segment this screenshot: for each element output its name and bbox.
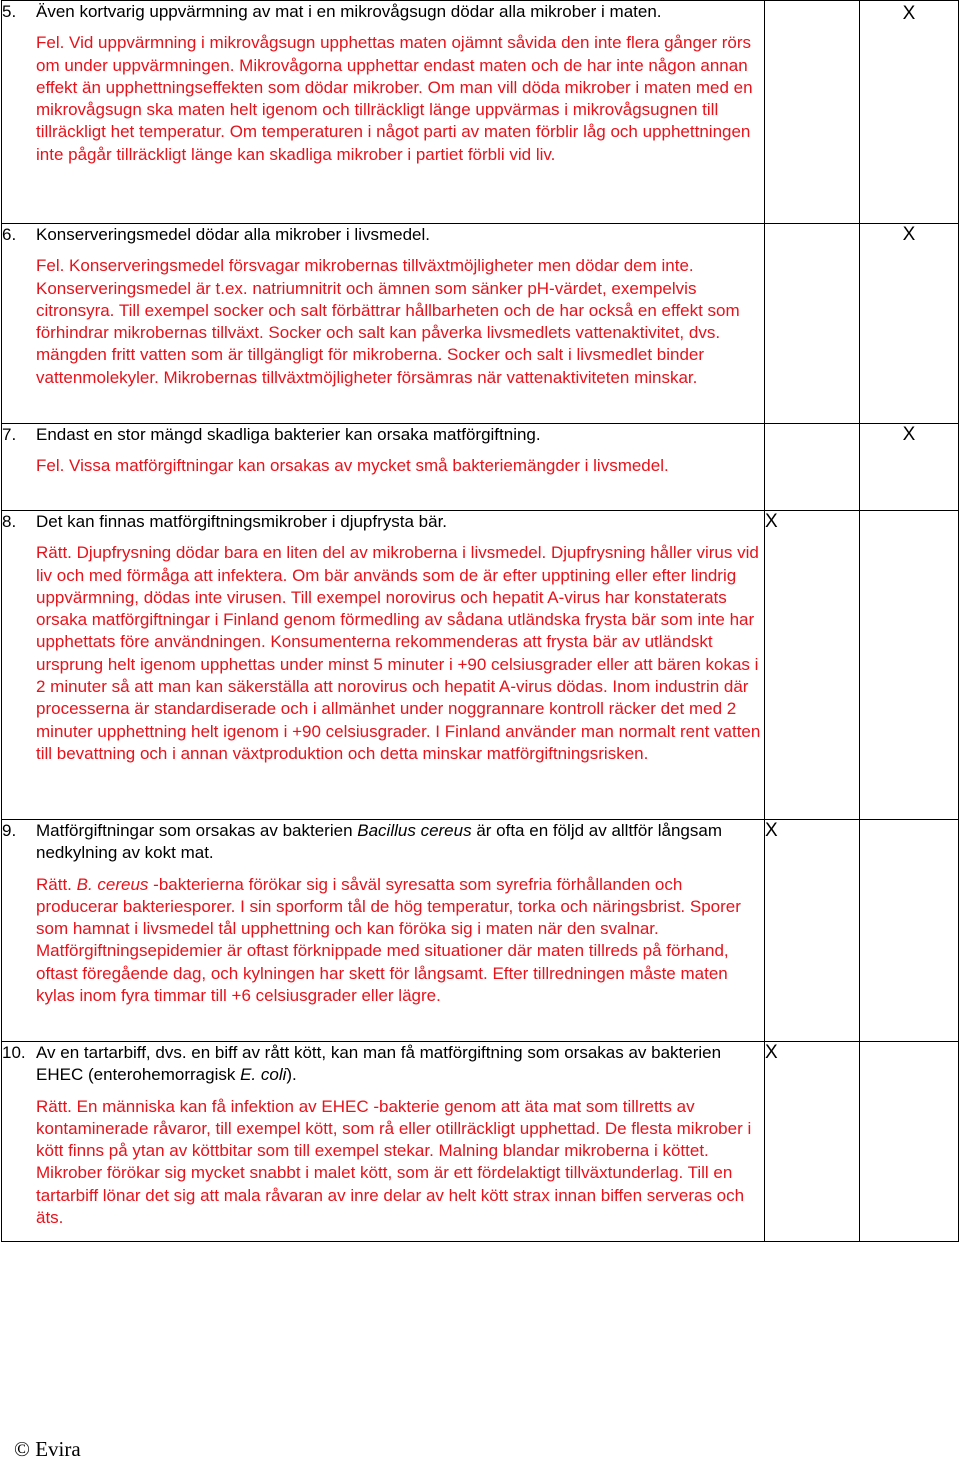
answer-verdict: Rätt. [36, 874, 77, 894]
table-row [2, 424, 959, 511]
answer-text: Rätt. En människa kan få infektion av EHEC -bakterie genom att äta mat som tillretts av kontaminerade råvaror, till exempel kött, som rå eller otillräckligt upphettad. De flesta mikrober i kött finns på ytan av köttbitar som till exempel stekar. Malning blandar mikroberna i köttet. Mikrober förökar sig mycket snabbt i malet kött, som är ett fördelaktigt tillväxtunderlag. Till en tartarbiff lönar det sig att mala råvaran av inre delar av helt kött strax innan biffen serveras och äts. [36, 1096, 752, 1228]
wrong-mark: X [860, 424, 959, 511]
quiz-table [1, 0, 959, 1242]
wrong-mark: X [860, 224, 959, 424]
answer-text: Fel. Konserveringsmedel försvagar mikrobernas tillväxtmöjligheter men dödar dem inte. Konserveringsmedel är t.ex. natriumnitrit och ämnen som sänker pH-värdet, exempelvis citronsyra. Till exempel socker och salt förbättrar hållbarheten och de har också en effekt som förhindrar mikrobernas tillväxt. Socker och salt kan påverka livsmedlets vattenaktivitet, dvs. mängden fritt vatten som är tillgängligt för mikroberna. Socker och salt i livsmedlet binder vattenmolekyler. Mikrobernas tillväxtmöjligheter försämras när vattenaktiviteten minskar. [36, 256, 740, 387]
right-mark [765, 224, 860, 424]
question-text-start: Av en tartarbiff, dvs. en biff av rått kött, kan man få matförgiftning som orsakas av bakterien EHEC (enterohemorragisk [36, 1043, 722, 1085]
right-mark [765, 424, 860, 511]
question-text [36, 1042, 764, 1087]
right-mark: X [765, 1042, 860, 1242]
question-text-start: Matförgiftningar som orsakas av bakterien [36, 821, 358, 840]
question-text: Endast en stor mängd skadliga bakterier kan orsaka matförgiftning. [36, 425, 541, 444]
answer-text [36, 874, 764, 1008]
question-text: Även kortvarig uppvärmning av mat i en mikrovågsugn dödar alla mikrober i maten. [36, 2, 662, 21]
question-number: 5. [2, 2, 17, 21]
right-mark [765, 1, 860, 224]
question-number: 10. [2, 1043, 26, 1062]
question-number: 9. [2, 821, 17, 840]
answer-text: Fel. Vid uppvärmning i mikrovågsugn upphettas maten ojämnt såvida den inte flera gånger rörs om under uppvärmningen. Mikrovågorna upphettar endast maten och de har inte någon annan effekt än upphettningseffekten som dödar mikrober. Om man vill döda mikrober i maten med en mikrovågsugn ska maten helt igenom och tillräckligt länge uppvärmas i mikrovågsugnen till tillräckligt het temperatur. Om temperaturen i något parti av maten förblir låg och upphettningen inte pågår tillräckligt länge kan skadliga mikrober i partiet förbli vid liv. [36, 33, 753, 164]
question-cell [2, 820, 765, 1042]
species-name: B. cereus [76, 874, 149, 894]
table-row [2, 1, 959, 224]
answer-text: Rätt. Djupfrysning dödar bara en liten del av mikroberna i livsmedel. Djupfrysning håller virus vid liv och med förmåga att infektera. Om bär används som de är efter upptining eller efter lindrig uppvärmning, dödas inte virusen. Till exempel norovirus och hepatit A-virus har konstaterats orsaka matförgiftningar i Finland genom förmedling av sådana utländska frysta bär som inte har upphettats före användningen. Konsumenterna rekommenderas att frysta bär av utländskt ursprung helt igenom upphettas under minst 5 minuter i +90 celsiusgrader eller att bären kokas i 2 minuter så att man kan säkerställa att norovirus och hepatit A-virus dödas. Inom industrin där processerna är standardiserade och i allmänhet under noggrannare kontroll räcker det med 2 minuter upphettning helt igenom i +90 celsiusgrader. I Finland använder man normalt rent vatten till bevattning och i annan växtproduktion och detta minskar matförgiftningsrisken. [36, 543, 761, 763]
right-mark: X [765, 820, 860, 1042]
wrong-mark [860, 1042, 959, 1242]
table-row [2, 224, 959, 424]
right-mark: X [765, 511, 860, 820]
question-text: Det kan finnas matförgiftningsmikrober i djupfrysta bär. [36, 512, 448, 531]
question-text: Konserveringsmedel dödar alla mikrober i livsmedel. [36, 225, 431, 244]
wrong-mark: X [860, 1, 959, 224]
question-cell [2, 424, 765, 511]
question-number: 6. [2, 225, 17, 244]
question-text-end: ). [286, 1065, 297, 1085]
question-cell [2, 224, 765, 424]
answer-body: -bakterierna förökar sig i såväl syresatta som syrefria förhållanden och producerar bakteriesporer. I sin sporform tål de hög temperatur, torka och näringsbrist. Sporer som hamnat i livsmedel tål upphettning och kan föröka sig i maten när den svalnar. Matförgiftningsepidemier är oftast förknippade med situationer där maten tillreds på förhand, oftast föregående dag, och kylningen har skett för långsamt. Efter tillredningen måste maten kylas inom fyra timmar till +6 celsiusgrader eller lägre. [36, 874, 741, 1006]
question-number: 8. [2, 512, 17, 531]
species-name: E. coli [240, 1065, 287, 1085]
copyright-footer: © Evira [14, 1437, 81, 1461]
wrong-mark [860, 820, 959, 1042]
table-row [2, 511, 959, 820]
question-number: 7. [2, 425, 17, 444]
answer-text: Fel. Vissa matförgiftningar kan orsakas av mycket små bakteriemängder i livsmedel. [36, 456, 669, 476]
species-name: Bacillus cereus [357, 821, 472, 840]
question-text [36, 820, 764, 865]
question-cell [2, 511, 765, 820]
question-cell [2, 1, 765, 224]
question-cell [2, 1042, 765, 1242]
wrong-mark [860, 511, 959, 820]
table-row [2, 820, 959, 1042]
question-text-end: är ofta en följd av alltför långsam nedkylning av kokt mat. [36, 821, 723, 863]
table-row [2, 1042, 959, 1242]
